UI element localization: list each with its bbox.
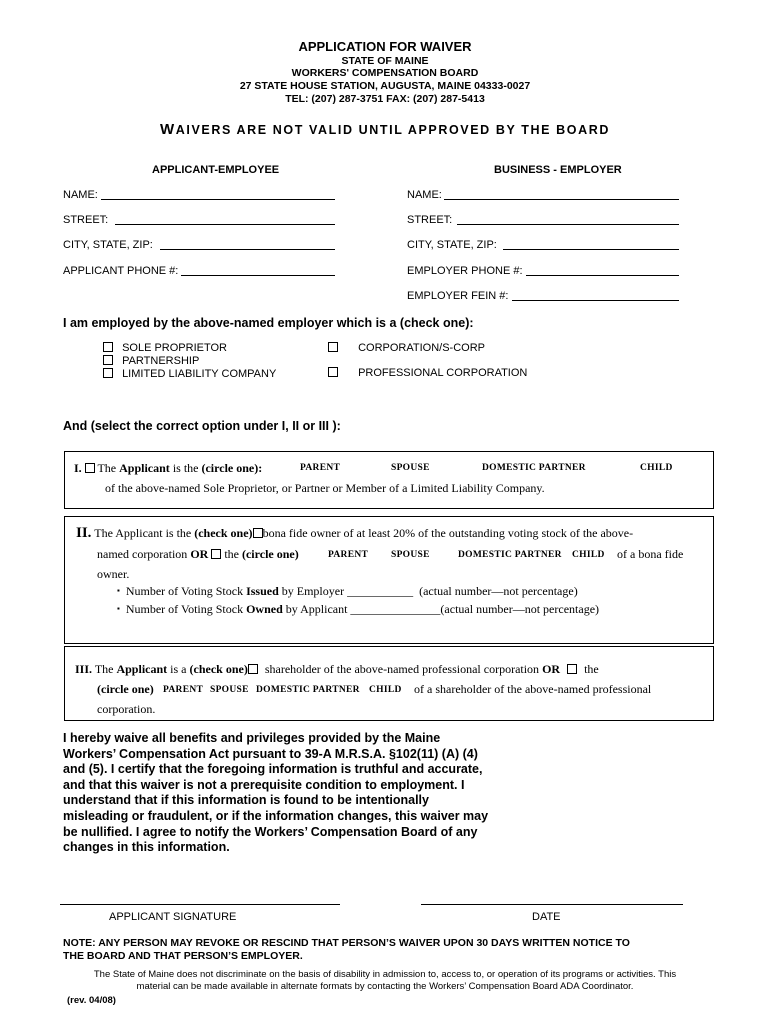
section-1-option-domestic-partner[interactable]: DOMESTIC PARTNER xyxy=(482,463,586,473)
section-2-the: The xyxy=(94,526,113,540)
section-2-or: OR xyxy=(190,547,209,561)
section-3-is-a: is a xyxy=(170,662,187,676)
employer-fein-label: EMPLOYER FEIN #: xyxy=(407,290,509,302)
section-1-is-the: is the xyxy=(172,461,199,475)
select-option-prompt: And (select the correct option under I, II or III ): xyxy=(63,419,341,433)
owned-post[interactable]: by Applicant _______________(actual number—not percentage) xyxy=(285,602,600,616)
section-2-named-corp: named corporation xyxy=(97,547,188,561)
professional-corporation-checkbox[interactable] xyxy=(328,367,338,377)
section-1-option-parent[interactable]: PARENT xyxy=(300,463,341,473)
date-label: DATE xyxy=(532,911,561,923)
section-3-text2: of a shareholder of the above-named professional xyxy=(414,682,652,696)
section-3-option-domestic-partner[interactable]: DOMESTIC PARTNER xyxy=(256,685,360,695)
applicant-phone-field[interactable] xyxy=(181,275,335,276)
section-2-owner: owner. xyxy=(97,567,130,581)
section-2-of-bona-fide: of a bona fide xyxy=(617,547,684,561)
section-1-numeral: I. xyxy=(74,461,82,475)
option-corporation[interactable] xyxy=(328,342,485,354)
applicant-signature-label: APPLICANT SIGNATURE xyxy=(109,911,237,923)
option-partnership[interactable] xyxy=(103,355,199,367)
waiver-line: be nullified. I agree to notify the Workers’ Compensation Board of any xyxy=(63,824,478,839)
waiver-statement xyxy=(63,731,533,856)
waiver-line: Workers’ Compensation Act pursuant to 39-A M.R.S.A. §102(11) (A) (4) xyxy=(63,746,478,761)
llc-label: LIMITED LIABILITY COMPANY xyxy=(122,368,277,380)
section-3-text3: corporation. xyxy=(97,702,156,716)
disclaimer-line: The State of Maine does not discriminate on the basis of disability in admission to, access to, or operation of its programs or activities. This xyxy=(93,969,677,980)
section-2-check-one: (check one) xyxy=(194,526,253,540)
section-3-circle-one: (circle one) xyxy=(97,682,154,696)
section-1-option-child[interactable]: CHILD xyxy=(640,463,673,473)
section-1-circle-one: (circle one): xyxy=(201,461,263,475)
issued-pre: Number of Voting Stock xyxy=(125,584,244,598)
llc-checkbox[interactable] xyxy=(103,368,113,378)
professional-corporation-label: PROFESSIONAL CORPORATION xyxy=(358,367,528,379)
employer-phone-label: EMPLOYER PHONE #: xyxy=(407,265,523,277)
ada-disclaimer xyxy=(45,969,725,993)
employer-phone-field[interactable] xyxy=(526,275,679,276)
section-2-option-child[interactable]: CHILD xyxy=(572,550,605,560)
section-2-the2: the xyxy=(224,547,239,561)
section-1-checkbox[interactable] xyxy=(85,463,95,473)
section-2-line1 xyxy=(76,525,633,542)
section-3-or: OR xyxy=(542,662,561,676)
section-3-the2: the xyxy=(584,662,599,676)
partnership-label: PARTNERSHIP xyxy=(122,355,200,367)
waiver-line: and (5). I certify that the foregoing information is truthful and accurate, xyxy=(63,762,483,777)
section-3-the: The xyxy=(94,662,114,676)
header-board: WORKERS' COMPENSATION BOARD xyxy=(291,67,479,79)
disclaimer-line: material can be made available in alternate formats by contacting the Workers’ Compensation Board ADA Coordinator. xyxy=(136,981,634,992)
corporation-label: CORPORATION/S-CORP xyxy=(358,342,485,354)
section-3-line1 xyxy=(75,662,599,677)
section-2-numeral: II. xyxy=(76,525,92,541)
applicant-phone-label: APPLICANT PHONE #: xyxy=(63,265,179,277)
issued-note: (actual number—not percentage) xyxy=(419,584,578,598)
date-field[interactable] xyxy=(421,904,683,905)
waiver-line: misleading or fraudulent, or if the information changes, this waiver may xyxy=(63,808,489,823)
form-title: APPLICATION FOR WAIVER xyxy=(298,39,472,54)
section-1-box xyxy=(64,451,714,509)
owned-bold: Owned xyxy=(246,602,283,616)
section-1-option-spouse[interactable]: SPOUSE xyxy=(391,463,430,473)
applicant-city-label: CITY, STATE, ZIP: xyxy=(63,239,153,251)
section-2-option-parent[interactable]: PARENT xyxy=(328,550,369,560)
option-llc[interactable] xyxy=(103,368,276,380)
applicant-street-field[interactable] xyxy=(115,224,335,225)
revision-date: (rev. 04/08) xyxy=(67,995,116,1006)
section-2-applicant: Applicant xyxy=(115,526,163,540)
section-2-circle-one: (circle one) xyxy=(241,547,299,561)
header-address: 27 STATE HOUSE STATION, AUGUSTA, MAINE 04333-0027 xyxy=(239,80,531,92)
employer-city-label: CITY, STATE, ZIP: xyxy=(407,239,497,251)
waiver-line: I hereby waive all benefits and privileges provided by the Maine xyxy=(63,731,441,745)
issued-bold: Issued xyxy=(246,584,279,598)
section-3-option-parent[interactable]: PARENT xyxy=(163,685,204,695)
section-2-relative-checkbox[interactable] xyxy=(211,549,221,559)
section-3-applicant: Applicant xyxy=(116,662,168,676)
revocation-note xyxy=(63,937,723,963)
section-1-the: The xyxy=(97,461,117,475)
applicant-city-field[interactable] xyxy=(160,249,335,250)
employer-type-prompt: I am employed by the above-named employer which is a (check one): xyxy=(63,316,474,330)
employer-street-field[interactable] xyxy=(457,224,679,225)
applicant-heading: APPLICANT-EMPLOYEE xyxy=(152,164,280,176)
issued-post[interactable]: by Employer ___________ xyxy=(281,584,414,598)
corporation-checkbox[interactable] xyxy=(328,342,338,352)
applicant-name-label: NAME: xyxy=(63,189,98,201)
option-professional-corporation[interactable] xyxy=(328,367,527,379)
notice-title: WAIVERS ARE NOT VALID UNTIL APPROVED BY THE BOARD xyxy=(159,121,610,138)
employer-heading: BUSINESS - EMPLOYER xyxy=(494,164,622,176)
section-2-option-spouse[interactable]: SPOUSE xyxy=(391,550,430,560)
section-2-line2 xyxy=(97,547,299,562)
employer-street-label: STREET: xyxy=(407,214,453,226)
employer-name-field[interactable] xyxy=(444,199,679,200)
section-3-check-one: (check one) xyxy=(189,662,248,676)
employer-fein-field[interactable] xyxy=(512,300,679,301)
section-2-bullet-issued: ▪ Number of Voting Stock Issued by Employer ___________ (actual number—not percentage) xyxy=(117,584,578,598)
section-3-numeral: III. xyxy=(75,662,93,676)
note-line: NOTE: ANY PERSON MAY REVOKE OR RESCIND THAT PERSON’S WAIVER UPON 30 DAYS WRITTEN NOTICE TO xyxy=(63,937,630,949)
section-3-text1: shareholder of the above-named professional corporation xyxy=(264,662,540,676)
applicant-street-label: STREET: xyxy=(63,214,109,226)
section-2-owner-checkbox[interactable] xyxy=(253,528,263,538)
header-state: STATE OF MAINE xyxy=(341,55,429,67)
section-3-shareholder-checkbox[interactable] xyxy=(248,664,258,674)
section-2-option-domestic-partner[interactable]: DOMESTIC PARTNER xyxy=(458,550,562,560)
section-2-box xyxy=(64,516,714,644)
section-2-is-the: is the xyxy=(165,526,192,540)
section-2-bullet-owned: ▪ Number of Voting Stock Owned by Applicant _______________(actual number—not percentage) xyxy=(117,602,600,616)
applicant-name-field[interactable] xyxy=(101,199,335,200)
employer-name-label: NAME: xyxy=(407,189,442,201)
option-sole-proprietor[interactable] xyxy=(103,342,227,354)
section-2-text1: bona fide owner of at least 20% of the outstanding voting stock of the above- xyxy=(262,526,634,540)
section-3-relative-checkbox[interactable] xyxy=(567,664,577,674)
owned-pre: Number of Voting Stock xyxy=(125,602,244,616)
header-phone: TEL: (207) 287-3751 FAX: (207) 287-5413 xyxy=(285,93,485,105)
employer-city-field[interactable] xyxy=(503,249,679,250)
applicant-signature-field[interactable] xyxy=(60,904,340,905)
waiver-line: understand that if this information is found to be intentionally xyxy=(63,793,429,808)
section-3-option-child[interactable]: CHILD xyxy=(369,685,402,695)
sole-proprietor-checkbox[interactable] xyxy=(103,342,113,352)
partnership-checkbox[interactable] xyxy=(103,355,113,365)
section-3-option-spouse[interactable]: SPOUSE xyxy=(210,685,249,695)
section-1-line2: of the above-named Sole Proprietor, or Partner or Member of a Limited Liability Company. xyxy=(105,481,545,495)
waiver-line: changes in this information. xyxy=(63,840,230,855)
section-1-line1 xyxy=(74,461,262,476)
sole-proprietor-label: SOLE PROPRIETOR xyxy=(122,342,227,354)
section-1-applicant: Applicant xyxy=(119,461,170,475)
section-3-box xyxy=(64,646,714,721)
note-line: THE BOARD AND THAT PERSON’S EMPLOYER. xyxy=(63,950,303,962)
waiver-line: and that this waiver is not a prerequisite condition to employment. I xyxy=(63,777,465,792)
